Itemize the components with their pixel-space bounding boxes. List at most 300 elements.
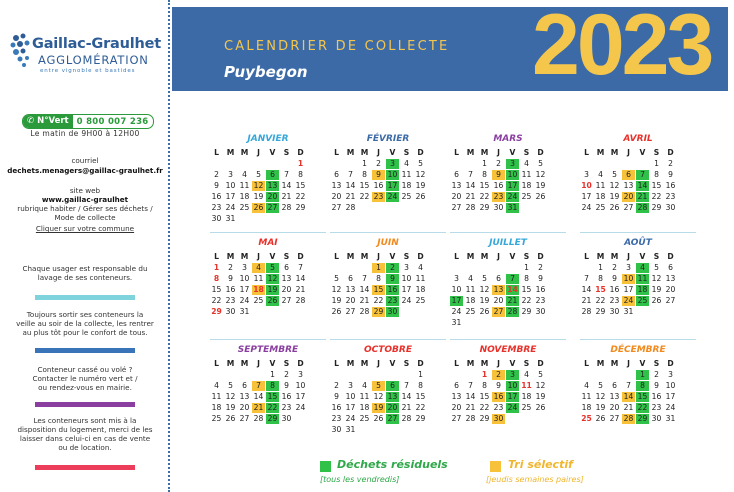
day-cell: 20 (609, 403, 620, 412)
sidebar (0, 0, 170, 492)
day-cell: 12 (415, 170, 426, 179)
day-cell: 5 (654, 263, 659, 272)
day-cell: 24 (401, 296, 412, 305)
weekday-label: V (509, 359, 516, 368)
day-cell: 11 (401, 170, 412, 179)
day-cell: 27 (451, 203, 462, 212)
day-cell: 21 (359, 296, 370, 305)
day-cell: 16 (535, 285, 546, 294)
day-cell: 23 (665, 192, 676, 201)
weekday-label: L (334, 148, 339, 157)
day-cell: 17 (581, 192, 592, 201)
phone-badge[interactable] (22, 114, 154, 129)
day-cell: 19 (595, 403, 606, 412)
weekday-label: L (214, 359, 219, 368)
day-cell: 26 (651, 296, 662, 305)
day-cell: 2 (228, 263, 233, 272)
weekday-label: M (610, 359, 619, 368)
weekday-label: M (466, 252, 475, 261)
day-cell: 2 (214, 170, 219, 179)
day-cell: 1 (481, 370, 488, 379)
month-août (580, 238, 696, 338)
logo-title: Gaillac-Graulhet (32, 36, 162, 52)
month-divider (450, 232, 566, 233)
day-cell: 17 (507, 181, 518, 190)
weekday-label: L (334, 359, 339, 368)
day-cell: 16 (281, 392, 292, 401)
day-cell: 16 (651, 392, 662, 401)
weekday-label: S (283, 359, 290, 368)
day-cell: 26 (253, 203, 264, 212)
day-cell: 12 (267, 274, 278, 283)
day-cell: 20 (451, 192, 462, 201)
weekday-label: D (537, 252, 544, 261)
day-cell: 27 (387, 414, 398, 423)
weekday-label: L (334, 252, 339, 261)
tip-text: ou de location. (58, 443, 112, 452)
day-cell: 19 (651, 285, 662, 294)
day-cell: 13 (239, 392, 250, 401)
tip-divider (35, 295, 135, 300)
day-cell: 1 (418, 370, 423, 379)
day-cell: 7 (626, 381, 631, 390)
day-cell: 1 (213, 263, 220, 272)
year: 2023 (532, 7, 712, 91)
day-cell: 1 (362, 159, 367, 168)
day-cell: 13 (493, 285, 504, 294)
day-cell: 8 (298, 170, 303, 179)
tip-divider (35, 348, 135, 353)
day-cell: 4 (584, 381, 589, 390)
weekday-label: M (240, 148, 249, 157)
weekday-label: M (610, 148, 619, 157)
day-cell: 14 (345, 181, 356, 190)
day-cell: 24 (507, 403, 518, 412)
day-cell: 12 (479, 285, 490, 294)
day-cell: 11 (521, 381, 532, 390)
day-cell: 31 (665, 414, 676, 423)
day-cell: 16 (211, 192, 222, 201)
month-divider (210, 339, 326, 340)
day-cell: 5 (418, 159, 423, 168)
day-cell: 5 (538, 370, 543, 379)
day-cell: 24 (451, 307, 462, 316)
day-cell: 25 (637, 296, 648, 305)
day-cell: 7 (584, 274, 589, 283)
day-cell: 1 (654, 159, 659, 168)
day-cell: 31 (345, 425, 356, 434)
day-cell: 9 (612, 274, 617, 283)
day-cell: 29 (211, 307, 222, 316)
day-cell: 10 (623, 274, 634, 283)
month-name: JUIN (377, 238, 399, 248)
day-cell: 15 (415, 392, 426, 401)
month-name: MARS (493, 134, 523, 144)
weekday-label: D (667, 252, 674, 261)
weekday-label: M (360, 148, 369, 157)
day-cell: 6 (612, 381, 617, 390)
day-cell: 7 (252, 381, 265, 391)
day-cell: 6 (496, 274, 501, 283)
day-cell: 29 (479, 203, 490, 212)
commune-link-text: Cliquer sur votre commune (35, 224, 135, 233)
day-cell: 3 (404, 263, 409, 272)
month-name: AOÛT (624, 238, 652, 248)
day-cell: 21 (623, 403, 634, 412)
weekday-label: M (480, 148, 489, 157)
day-cell: 30 (493, 203, 504, 212)
day-cell: 14 (637, 181, 648, 190)
weekday-label: D (417, 148, 424, 157)
day-cell: 13 (345, 285, 356, 294)
day-cell: 11 (637, 274, 648, 283)
day-cell: 15 (267, 392, 278, 401)
day-cell: 5 (228, 381, 233, 390)
day-cell: 10 (387, 170, 398, 179)
day-cell: 6 (348, 274, 353, 283)
day-cell: 27 (493, 307, 504, 316)
day-cell: 2 (654, 370, 659, 379)
day-cell: 23 (373, 192, 384, 201)
day-cell: 9 (284, 381, 289, 390)
day-cell: 15 (373, 285, 384, 294)
day-cell: 5 (482, 274, 487, 283)
day-cell: 20 (493, 296, 504, 305)
day-cell: 3 (626, 263, 631, 272)
day-cell: 27 (609, 414, 620, 423)
weekday-label: J (257, 252, 260, 261)
day-cell: 25 (253, 296, 264, 305)
weekday-label: L (454, 359, 459, 368)
residual-sub: [tous les vendredis] (320, 475, 400, 484)
day-cell: 30 (331, 425, 342, 434)
day-cell: 23 (493, 403, 504, 412)
day-cell: 6 (242, 381, 247, 390)
weekday-label: J (497, 252, 500, 261)
town-name: Puybegon (224, 63, 308, 81)
day-cell: 29 (595, 307, 606, 316)
day-cell: 3 (584, 170, 589, 179)
day-cell: 23 (535, 296, 546, 305)
day-cell: 10 (345, 392, 356, 401)
day-cell: 5 (334, 274, 339, 283)
day-cell: 25 (465, 307, 476, 316)
day-cell: 16 (387, 285, 398, 294)
day-cell: 22 (479, 192, 490, 201)
day-cell: 10 (581, 181, 592, 190)
weekday-label: S (523, 359, 530, 368)
day-cell: 12 (331, 285, 342, 294)
day-cell: 4 (418, 263, 423, 272)
weekday-label: J (497, 359, 500, 368)
day-cell: 7 (362, 274, 367, 283)
day-cell: 22 (415, 403, 426, 412)
day-cell: 5 (538, 159, 543, 168)
day-cell: 20 (281, 285, 292, 294)
web-label: site web (69, 186, 101, 195)
email-text: dechets.menagers@gaillac-graulhet.fr (7, 166, 163, 175)
phone-label (23, 115, 73, 128)
day-cell: 31 (225, 214, 236, 223)
month-divider (330, 232, 446, 233)
tip-text: ou rendez-vous en mairie. (38, 383, 132, 392)
weekday-label: L (584, 252, 589, 261)
day-cell: 14 (465, 392, 476, 401)
weekday-label: D (537, 359, 544, 368)
day-cell: 28 (253, 414, 264, 423)
day-cell: 24 (507, 192, 518, 201)
day-cell: 25 (581, 414, 592, 423)
web-address[interactable] (0, 195, 170, 204)
day-cell: 27 (665, 296, 676, 305)
weekday-label: V (269, 148, 276, 157)
weekday-label: M (610, 252, 619, 261)
weekday-label: M (480, 359, 489, 368)
month-name: DÉCEMBRE (610, 345, 666, 355)
month-novembre (450, 345, 566, 445)
day-cell: 8 (266, 381, 279, 391)
day-cell: 14 (465, 181, 476, 190)
day-cell: 31 (623, 307, 634, 316)
day-cell: 20 (451, 403, 462, 412)
day-cell: 23 (387, 296, 398, 305)
day-cell: 20 (665, 285, 676, 294)
day-cell: 20 (267, 192, 278, 201)
day-cell: 7 (348, 170, 353, 179)
month-mars (450, 134, 566, 234)
day-cell: 3 (506, 159, 519, 169)
phone-number: 0 800 007 236 (76, 116, 149, 127)
day-cell: 9 (654, 381, 659, 390)
tip-text: Toujours sortir ses conteneurs la (26, 310, 144, 319)
day-cell: 7 (284, 170, 289, 179)
day-cell: 10 (451, 285, 462, 294)
month-name: OCTOBRE (364, 345, 412, 355)
weekday-label: V (389, 359, 396, 368)
day-cell: 22 (479, 403, 490, 412)
phone-label-text: N°Vert (37, 116, 69, 126)
day-cell: 4 (404, 159, 409, 168)
day-cell: 14 (401, 392, 412, 401)
commune-link[interactable] (0, 224, 170, 233)
day-cell: 25 (211, 414, 222, 423)
day-cell: 27 (281, 296, 292, 305)
day-cell: 12 (225, 392, 236, 401)
weekday-label: L (584, 359, 589, 368)
day-cell: 21 (281, 192, 292, 201)
day-cell: 6 (622, 170, 635, 180)
day-cell: 3 (298, 370, 303, 379)
day-cell: 18 (253, 285, 264, 294)
month-octobre (330, 345, 446, 445)
day-cell: 13 (451, 392, 462, 401)
day-cell: 18 (465, 296, 476, 305)
day-cell: 3 (228, 170, 233, 179)
day-cell: 9 (372, 170, 385, 180)
day-cell: 25 (521, 192, 532, 201)
weekday-label: M (226, 252, 235, 261)
day-cell: 3 (386, 159, 399, 169)
weekday-label: J (497, 148, 500, 157)
day-cell: 21 (401, 403, 412, 412)
weekday-label: D (537, 148, 544, 157)
day-cell: 29 (373, 307, 384, 316)
month-name: MAI (258, 238, 278, 248)
day-cell: 27 (451, 414, 462, 423)
weekday-label: M (226, 148, 235, 157)
day-cell: 21 (345, 192, 356, 201)
day-cell: 22 (295, 192, 306, 201)
weekday-label: J (627, 359, 630, 368)
day-cell: 15 (521, 285, 532, 294)
web-path-2: Mode de collecte (54, 213, 116, 222)
day-cell: 5 (372, 381, 385, 391)
day-cell: 28 (401, 414, 412, 423)
day-cell: 12 (595, 392, 606, 401)
day-cell: 10 (665, 381, 676, 390)
day-cell: 28 (465, 203, 476, 212)
day-cell: 11 (239, 181, 250, 190)
day-cell: 4 (598, 170, 603, 179)
day-cell: 19 (267, 285, 278, 294)
day-cell: 21 (465, 403, 476, 412)
day-cell: 18 (359, 403, 370, 412)
day-cell: 25 (359, 414, 370, 423)
day-cell: 8 (418, 381, 423, 390)
day-cell: 30 (609, 307, 620, 316)
month-name: JUILLET (489, 238, 527, 248)
residual-swatch (320, 461, 331, 472)
day-cell: 4 (214, 381, 219, 390)
weekday-label: S (403, 252, 410, 261)
day-cell: 16 (493, 392, 504, 401)
weekday-label: M (596, 148, 605, 157)
day-cell: 18 (401, 181, 412, 190)
tip-divider (35, 402, 135, 407)
day-cell: 16 (331, 403, 342, 412)
day-cell: 11 (581, 392, 592, 401)
day-cell: 28 (359, 307, 370, 316)
weekday-label: M (240, 359, 249, 368)
weekday-label: M (596, 252, 605, 261)
tip-text: Les conteneurs sont mis à la (33, 416, 137, 425)
day-cell: 13 (451, 181, 462, 190)
day-cell: 30 (651, 414, 662, 423)
day-cell: 30 (281, 414, 292, 423)
day-cell: 28 (345, 203, 356, 212)
day-cell: 23 (281, 403, 292, 412)
day-cell: 19 (535, 392, 546, 401)
day-cell: 8 (482, 381, 487, 390)
day-cell: 5 (266, 263, 279, 273)
day-cell: 24 (345, 414, 356, 423)
weekday-label: V (639, 359, 646, 368)
day-cell: 6 (454, 170, 459, 179)
day-cell: 20 (331, 192, 342, 201)
web-path: rubrique habiter / Gérer ses déchets / (17, 204, 153, 213)
month-name: JANVIER (247, 134, 289, 144)
day-cell: 26 (595, 414, 606, 423)
day-cell: 17 (401, 285, 412, 294)
day-cell: 26 (609, 203, 620, 212)
weekday-label: V (389, 148, 396, 157)
weekday-label: V (269, 359, 276, 368)
day-cell: 14 (581, 285, 592, 294)
day-cell: 1 (372, 263, 385, 273)
weekday-label: J (257, 359, 260, 368)
day-cell: 20 (345, 296, 356, 305)
day-cell: 10 (225, 181, 236, 190)
day-cell: 19 (609, 192, 620, 201)
day-cell: 16 (373, 181, 384, 190)
day-cell: 18 (595, 192, 606, 201)
weekday-label: M (346, 252, 355, 261)
day-cell: 15 (637, 392, 648, 401)
day-cell: 7 (636, 170, 649, 180)
day-cell: 23 (225, 296, 236, 305)
weekday-label: D (667, 148, 674, 157)
month-avril (580, 134, 696, 234)
day-cell: 30 (225, 307, 236, 316)
day-cell: 4 (362, 381, 367, 390)
day-cell: 19 (225, 403, 236, 412)
day-cell: 17 (623, 285, 634, 294)
month-divider (580, 339, 696, 340)
tip-divider (35, 465, 135, 470)
day-cell: 28 (637, 203, 648, 212)
day-cell: 11 (211, 392, 222, 401)
weekday-label: M (480, 252, 489, 261)
day-cell: 11 (595, 181, 606, 190)
sort-swatch (490, 461, 501, 472)
day-cell: 6 (668, 263, 673, 272)
day-cell: 8 (524, 274, 529, 283)
email-address[interactable] (0, 166, 170, 175)
day-cell: 6 (386, 381, 399, 391)
day-cell: 10 (295, 381, 306, 390)
month-divider (210, 232, 326, 233)
month-name: FÉVRIER (366, 134, 410, 144)
day-cell: 12 (253, 181, 264, 190)
day-cell: 26 (373, 414, 384, 423)
day-cell: 6 (266, 170, 279, 180)
day-cell: 23 (211, 203, 222, 212)
day-cell: 11 (415, 274, 426, 283)
weekday-label: V (509, 252, 516, 261)
weekday-label: M (226, 359, 235, 368)
day-cell: 22 (637, 403, 648, 412)
day-cell: 18 (415, 285, 426, 294)
day-cell: 19 (535, 181, 546, 190)
weekday-label: S (523, 252, 530, 261)
day-cell: 18 (211, 403, 222, 412)
email-label: courriel (71, 156, 99, 165)
day-cell: 26 (535, 403, 546, 412)
weekday-label: S (523, 148, 530, 157)
header-banner (172, 7, 728, 91)
agglo-logo (10, 32, 170, 82)
day-cell: 22 (373, 296, 384, 305)
weekday-label: D (417, 252, 424, 261)
day-cell: 1 (482, 159, 487, 168)
tip-text: Conteneur cassé ou volé ? (37, 365, 133, 374)
day-cell: 12 (651, 274, 662, 283)
tip-text: laisser dans celui-ci en cas de vente (19, 434, 151, 443)
weekday-label: J (627, 148, 630, 157)
day-cell: 24 (623, 296, 634, 305)
day-cell: 2 (284, 370, 289, 379)
day-cell: 2 (386, 263, 399, 273)
